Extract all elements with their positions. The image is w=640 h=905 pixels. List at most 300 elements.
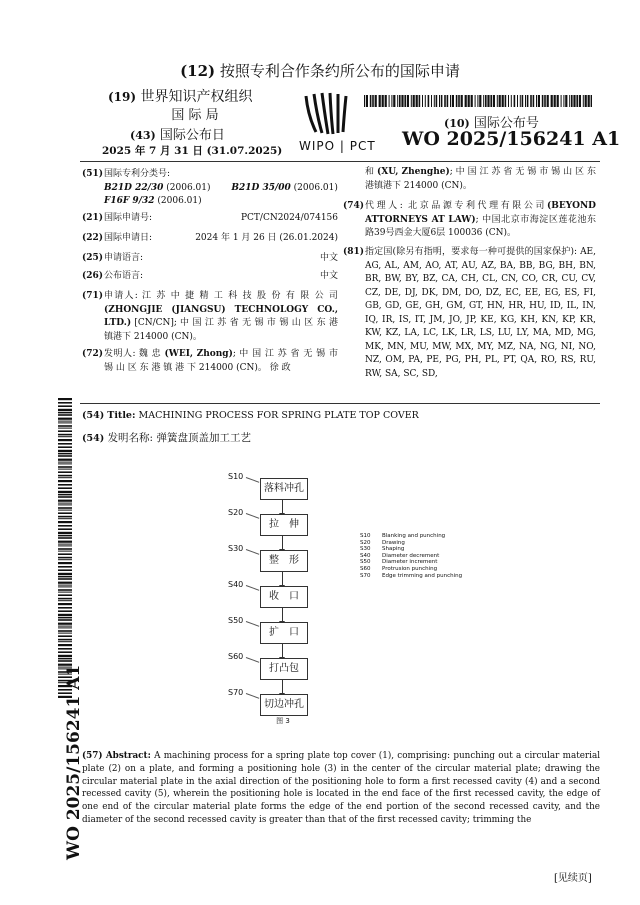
side-barcode-bar xyxy=(58,414,72,416)
step-id-s20: S20 xyxy=(228,508,244,517)
step-leader-line xyxy=(246,585,259,591)
barcode-bar xyxy=(407,95,409,107)
field-21-value: PCT/CN2024/074156 xyxy=(240,213,338,223)
ipc-3-version: (2006.01) xyxy=(154,196,202,206)
side-barcode-bar xyxy=(58,651,72,653)
field-51-code: (51) xyxy=(82,169,104,179)
legend-id: S60 xyxy=(360,565,371,572)
legend-id: S10 xyxy=(360,533,371,539)
field-26 xyxy=(82,270,338,284)
inventor2-address: ; 中 国 江 苏 省 无 锡 市 锡 山 区 东港镇港下 214000 (CN)。 xyxy=(365,167,596,191)
barcode-bar xyxy=(382,95,384,107)
field-81-label: 指定国(除另有指明，要求每一种可提供的国家保护): xyxy=(365,247,578,257)
side-barcode-bar xyxy=(58,528,72,530)
barcode-bar xyxy=(525,95,526,107)
side-barcode-bar xyxy=(58,405,72,407)
side-barcode-bar xyxy=(58,430,72,432)
barcode-bar xyxy=(397,95,398,107)
field-71 xyxy=(82,290,338,344)
barcode-bar xyxy=(579,95,581,107)
side-barcode-bar xyxy=(58,627,72,628)
barcode-bar xyxy=(477,95,478,107)
barcode-bar xyxy=(419,95,421,107)
title-divider xyxy=(80,403,600,404)
side-barcode-bar xyxy=(58,516,72,518)
barcode-bar xyxy=(458,95,460,107)
side-barcode-bar xyxy=(58,500,72,502)
field-22-label: 国际申请日: xyxy=(104,233,153,243)
barcode-bar xyxy=(385,95,387,107)
side-barcode-bar xyxy=(58,418,72,420)
wipo-globe-icon xyxy=(286,90,370,138)
applicant-name-en: (ZHONGJIE (JIANGSU) TECHNOLOGY CO., LTD.) xyxy=(104,304,338,328)
barcode-bar xyxy=(399,95,401,107)
barcode-bar xyxy=(471,95,473,107)
barcode-bar xyxy=(514,95,516,107)
field-72 xyxy=(82,348,338,375)
ipc-2-version: (2006.01) xyxy=(290,182,338,193)
barcode-bar xyxy=(544,95,546,107)
side-barcode-bar xyxy=(58,436,72,437)
barcode-bar xyxy=(411,95,412,107)
side-barcode-bar xyxy=(58,471,72,473)
barcode-bar xyxy=(508,95,509,107)
side-barcode-bar xyxy=(58,477,72,478)
legend-item-s50 xyxy=(360,559,462,566)
step-box-s20: 拉 伸 xyxy=(260,514,308,536)
side-barcode-bar xyxy=(58,494,72,496)
legend-id: S30 xyxy=(360,546,371,553)
field-21 xyxy=(82,212,338,226)
barcode-bar xyxy=(450,95,451,107)
pub-date-line xyxy=(130,124,225,143)
agent-name-en: (BEYOND ATTORNEYS AT LAW) xyxy=(365,201,596,225)
abstract xyxy=(82,750,600,827)
org-code: (19) xyxy=(108,90,137,104)
barcode-bar xyxy=(561,95,562,107)
field-22 xyxy=(82,232,338,246)
barcode-bar xyxy=(487,95,489,107)
side-barcode-bar xyxy=(58,421,72,422)
side-barcode-bar xyxy=(58,633,72,634)
barcode-bar xyxy=(465,95,467,107)
step-box-s10: 落料冲孔 xyxy=(260,478,308,500)
side-barcode-bar xyxy=(58,462,72,463)
abstract-code: (57) xyxy=(82,751,103,761)
barcode-bar xyxy=(585,95,587,107)
barcode-bar xyxy=(554,95,556,107)
barcode-bar xyxy=(536,95,537,107)
side-barcode-bar xyxy=(58,573,72,575)
legend-text: Diameter increment xyxy=(382,559,438,566)
inventor2-pre: 和 xyxy=(365,167,377,177)
flow-arrow xyxy=(282,644,283,658)
inventor-address: ; 中 国 江 苏 省 无 锡 市 锡 山 区 东 港 镇 港 下 214000 (CN)。 徐 政 xyxy=(104,349,339,373)
barcode-bar xyxy=(413,95,415,107)
ipc-1-code: B21D 22/30 xyxy=(104,182,164,193)
side-barcode-bar xyxy=(58,592,72,593)
barcode-bar xyxy=(565,95,567,107)
title-en-line xyxy=(82,410,419,421)
barcode-bar xyxy=(416,95,418,107)
step-box-s50: 扩 口 xyxy=(260,622,308,644)
side-barcode-bar xyxy=(58,576,72,578)
field-74-code: (74) xyxy=(343,201,365,211)
side-barcode-bar xyxy=(58,484,72,486)
side-barcode-bar xyxy=(58,503,72,504)
legend-text: Diameter decrement xyxy=(382,552,440,559)
inventor2-name-en: (XU, Zhenghe) xyxy=(376,167,450,177)
barcode-bar xyxy=(422,95,423,107)
side-barcode-bar xyxy=(58,518,72,519)
side-barcode-bar xyxy=(58,548,72,550)
barcode-bar xyxy=(493,95,495,107)
legend-text: Edge trimming and punching xyxy=(382,572,463,579)
pub-no-code: (10) xyxy=(444,117,470,130)
barcode-bar xyxy=(404,95,406,107)
designated-states: AE, AG, AL, AM, AO, AT, AU, AZ, BA, BB, BG, BH, BN, BR, BW, BY, BZ, CA, CH, CL, CN, CO, CR, CU, CV, CZ, DE, DJ, DK, DM, DO, DZ, EC, EE, EG, ES, FI, GB, GD, GE, GH, GM, GT, HN, HR, HU, ID, IL, IN, IQ, IR, IS, IT, JM, JO, JP, KE, KG, KH, KN, KP, KR, KW, KZ, LA, LC, LK, LR, LS, LU, LY, MA, MD, MG, MK, MN, MU, MW, MX, MY, MZ, NA, NG, NI, NO, NZ, OM, PA, PE, PG, PH, PL, PT, QA, RO, RS, RU, RW, SA, SC, SD, xyxy=(365,247,596,379)
side-barcode-bar xyxy=(58,623,72,625)
field-21-code: (21) xyxy=(82,213,104,223)
field-25-value: 中文 xyxy=(319,253,338,263)
barcode-bar xyxy=(468,95,470,107)
figure-legend xyxy=(360,533,462,579)
field-51-label: 国际专利分类号: xyxy=(104,169,171,179)
side-barcode-bar xyxy=(58,641,72,642)
side-barcode-bar xyxy=(58,639,72,641)
step-leader-line xyxy=(246,477,259,483)
pub-no: WO 2025/156241 A1 xyxy=(402,128,621,150)
barcode-bar xyxy=(391,95,392,107)
side-barcode-bar xyxy=(58,480,72,482)
title-cn-code: (54) xyxy=(82,433,105,444)
doc-type-heading xyxy=(150,60,490,81)
continued-note: [见续页] xyxy=(554,873,592,884)
ipc-2-code: B21D 35/00 xyxy=(231,182,291,193)
org-sub: 国 际 局 xyxy=(171,108,219,123)
step-id-s50: S50 xyxy=(228,616,244,625)
legend-id: S50 xyxy=(360,559,371,566)
field-25 xyxy=(82,252,338,266)
abstract-label: Abstract: xyxy=(105,751,151,761)
doc-type-code: (12) xyxy=(180,62,216,80)
side-barcode-bar xyxy=(58,525,72,527)
field-22-code: (22) xyxy=(82,233,104,243)
side-barcode-bar xyxy=(58,507,72,509)
barcode-bar xyxy=(538,95,540,107)
side-barcode-bar xyxy=(58,475,72,477)
barcode-bar xyxy=(527,95,529,107)
step-box-s40: 收 口 xyxy=(260,586,308,608)
step-box-s60: 打凸包 xyxy=(260,658,308,680)
barcode-bar xyxy=(428,95,430,107)
barcode-bar xyxy=(522,95,524,107)
barcode-bar xyxy=(533,95,535,107)
barcode-bar xyxy=(447,95,449,107)
step-box-s70: 切边冲孔 xyxy=(260,694,308,716)
barcode-bar xyxy=(366,95,368,107)
field-22-value: 2024 年 1 月 26 日 (26.01.2024) xyxy=(195,233,338,243)
flow-arrow xyxy=(282,680,283,694)
side-barcode xyxy=(58,398,72,698)
side-barcode-bar xyxy=(58,504,72,505)
barcode-bar xyxy=(452,95,454,107)
legend-item-s10 xyxy=(360,533,462,540)
side-barcode-bar xyxy=(58,630,72,632)
step-leader-line xyxy=(246,693,259,699)
side-barcode-bar xyxy=(58,409,72,411)
barcode-bar xyxy=(483,95,484,107)
side-barcode-bar xyxy=(58,610,72,612)
barcode-bar xyxy=(551,95,553,107)
barcode-bar xyxy=(479,95,481,107)
side-barcode-bar xyxy=(58,455,72,457)
barcode-bar xyxy=(456,95,458,107)
barcode-bar xyxy=(431,95,432,107)
step-leader-line xyxy=(246,621,259,627)
side-barcode-bar xyxy=(58,582,72,584)
field-71-label: 申请人: 江 苏 中 捷 精 工 科 技 股 份 有 限 公 司 xyxy=(104,291,338,301)
side-barcode-bar xyxy=(58,446,72,448)
pub-date: 2025 年 7 月 31 日 (31.07.2025) xyxy=(102,145,283,157)
title-cn: 弹簧盘顶盖加工工艺 xyxy=(156,432,251,444)
barcode-bar xyxy=(364,95,365,107)
side-barcode-bar xyxy=(58,459,72,461)
barcode-bar xyxy=(490,95,492,107)
barcode-bar xyxy=(505,95,507,107)
barcode-bar xyxy=(542,95,544,107)
ipc-1-version: (2006.01) xyxy=(163,182,211,193)
side-barcode-bar xyxy=(58,412,72,414)
field-72-code: (72) xyxy=(82,349,104,359)
applicant-address: [CN/CN]; 中 国 江 苏 省 无 锡 市 锡 山 区 东 港 镇港下 214000 (CN)。 xyxy=(104,318,338,342)
legend-text: Shaping xyxy=(382,546,405,553)
doc-type: 按照专利合作条约所公布的国际申请 xyxy=(219,62,460,80)
field-26-value: 中文 xyxy=(319,271,338,281)
pub-date-code: (43) xyxy=(130,129,156,142)
side-barcode-bar xyxy=(58,559,72,560)
side-barcode-bar xyxy=(58,589,72,591)
side-barcode-bar xyxy=(58,469,72,470)
step-id-s70: S70 xyxy=(228,688,244,697)
side-barcode-graphic xyxy=(58,398,72,698)
step-id-s10: S10 xyxy=(228,472,244,481)
barcode-bar xyxy=(502,95,504,107)
barcode xyxy=(364,92,592,104)
barcode-bar xyxy=(499,95,501,107)
side-barcode-bar xyxy=(58,551,72,552)
step-leader-line xyxy=(246,657,259,663)
side-barcode-bar xyxy=(58,600,72,601)
side-barcode-bar xyxy=(58,541,72,543)
barcode-bar xyxy=(573,95,575,107)
field-72-label: 发明人: 魏 忠 xyxy=(104,349,165,359)
barcode-bar xyxy=(591,95,592,107)
side-barcode-bar xyxy=(58,658,72,660)
field-21-label: 国际申请号: xyxy=(104,213,153,223)
step-box-s30: 整 形 xyxy=(260,550,308,572)
side-barcode-bar xyxy=(58,537,72,539)
side-pub-no: WO 2025/156241 A1 xyxy=(64,664,84,860)
barcode-bar xyxy=(485,95,487,107)
step-id-s30: S30 xyxy=(228,544,244,553)
side-barcode-bar xyxy=(58,491,72,493)
legend-item-s60 xyxy=(360,566,462,573)
barcode-bar xyxy=(569,95,570,107)
side-barcode-bar xyxy=(58,512,72,514)
side-barcode-bar xyxy=(58,594,72,596)
side-barcode-bar xyxy=(58,648,72,650)
flow-arrow xyxy=(282,536,283,550)
side-barcode-bar xyxy=(58,487,72,489)
legend-id: S20 xyxy=(360,539,371,546)
field-25-label: 申请语言: xyxy=(104,253,144,263)
barcode-bar xyxy=(497,95,498,107)
barcode-bar xyxy=(441,95,443,107)
side-barcode-bar xyxy=(58,428,72,429)
side-barcode-bar xyxy=(58,510,72,511)
step-id-s40: S40 xyxy=(228,580,244,589)
barcode-bar xyxy=(444,95,446,107)
side-barcode-bar xyxy=(58,439,72,441)
barcode-graphic xyxy=(364,95,592,107)
side-barcode-bar xyxy=(58,450,72,452)
side-barcode-bar xyxy=(58,607,72,609)
abstract-text: A machining process for a spring plate top cover (1), comprising: punching out a circular material plate (2) on a plate, and forming a positioning hole (3) in the center of the circular material plate; drawing the circular material plate in the axial direction of the positioning hole to form a first recessed cavity (4) and a second recessed cavity (5), wherein the positioning hole is located in the end face of the first recessed cavity, the edge of one end of the circular material plate forms the edge of the end portion of the second recessed cavity, and the diameter of the second recessed cavity is greater than that of the first recessed cavity; trimming the xyxy=(82,751,601,825)
barcode-bar xyxy=(547,95,549,107)
field-81 xyxy=(343,246,596,381)
side-barcode-bar xyxy=(58,521,72,523)
wipo-logo-text: WIPO | PCT xyxy=(299,139,376,153)
step-leader-line xyxy=(246,549,259,555)
side-barcode-bar xyxy=(58,425,72,427)
pub-no-label: 国际公布号 xyxy=(473,116,539,131)
barcode-bar xyxy=(389,95,390,107)
flow-arrow xyxy=(282,572,283,586)
org-name: 世界知识产权组织 xyxy=(140,89,253,105)
title-en-label: Title: xyxy=(107,410,136,421)
barcode-bar xyxy=(475,95,476,107)
side-barcode-bar xyxy=(58,635,72,637)
side-barcode-bar xyxy=(58,660,72,662)
legend-item-s30 xyxy=(360,546,462,553)
side-barcode-bar xyxy=(58,535,72,537)
barcode-bar xyxy=(530,95,532,107)
side-barcode-bar xyxy=(58,553,72,555)
barcode-bar xyxy=(401,95,403,107)
side-barcode-bar xyxy=(58,466,72,468)
step-id-s60: S60 xyxy=(228,652,244,661)
side-barcode-bar xyxy=(58,603,72,605)
barcode-bar xyxy=(436,95,438,107)
field-81-code: (81) xyxy=(343,247,365,257)
side-barcode-bar xyxy=(58,434,72,436)
field-26-label: 公布语言: xyxy=(104,271,144,281)
barcode-bar xyxy=(379,95,381,107)
header-divider xyxy=(80,161,600,162)
barcode-bar xyxy=(439,95,440,107)
legend-item-s40 xyxy=(360,553,462,560)
side-barcode-bar xyxy=(58,453,72,455)
ipc-3-code: F16F 9/32 xyxy=(104,196,155,206)
side-barcode-bar xyxy=(58,532,72,534)
barcode-bar xyxy=(375,95,377,107)
legend-text: Protrusion punching xyxy=(382,565,438,572)
barcode-bar xyxy=(557,95,559,107)
field-72-continued xyxy=(343,166,596,193)
title-cn-label: 发明名称: xyxy=(107,432,154,444)
side-barcode-bar xyxy=(58,614,72,616)
barcode-bar xyxy=(563,95,564,107)
field-51 xyxy=(82,168,338,209)
side-barcode-bar xyxy=(58,569,72,571)
flow-arrow xyxy=(282,608,283,622)
field-74-label: 代理人: 北京品源专利代理有限公司 xyxy=(365,201,547,211)
side-barcode-bar xyxy=(58,619,72,621)
barcode-bar xyxy=(372,95,374,107)
barcode-bar xyxy=(511,95,512,107)
barcode-bar xyxy=(571,95,573,107)
side-barcode-bar xyxy=(58,545,72,546)
side-barcode-bar xyxy=(58,557,72,559)
title-cn-line xyxy=(82,430,251,445)
barcode-bar xyxy=(434,95,435,107)
barcode-bar xyxy=(425,95,426,107)
title-en: MACHINING PROCESS FOR SPRING PLATE TOP COVER xyxy=(138,410,419,421)
legend-text: Blanking and punching xyxy=(382,533,446,539)
side-barcode-bar xyxy=(58,398,72,400)
side-barcode-bar xyxy=(58,443,72,445)
side-barcode-bar xyxy=(58,598,72,600)
side-barcode-bar xyxy=(58,585,72,586)
side-barcode-bar xyxy=(58,655,72,657)
field-25-code: (25) xyxy=(82,253,104,263)
side-barcode-bar xyxy=(58,402,72,404)
side-barcode-bar xyxy=(58,496,72,498)
legend-text: Drawing xyxy=(382,539,405,546)
barcode-bar xyxy=(583,95,584,107)
field-71-code: (71) xyxy=(82,291,104,301)
side-barcode-bar xyxy=(58,544,72,545)
legend-item-s20 xyxy=(360,540,462,547)
legend-id: S70 xyxy=(360,572,371,579)
barcode-bar xyxy=(520,95,521,107)
barcode-bar xyxy=(517,95,518,107)
side-barcode-bar xyxy=(58,617,72,619)
pub-date-label: 国际公布日 xyxy=(159,128,225,143)
side-barcode-bar xyxy=(58,463,72,464)
barcode-bar xyxy=(461,95,463,107)
side-barcode-bar xyxy=(58,422,72,423)
side-barcode-bar xyxy=(58,644,72,646)
title-en-code: (54) xyxy=(82,410,105,421)
wipo-logo xyxy=(286,90,370,138)
side-barcode-bar xyxy=(58,566,72,568)
field-26-code: (26) xyxy=(82,271,104,281)
side-barcode-bar xyxy=(58,586,72,587)
field-74 xyxy=(343,200,596,241)
side-barcode-bar xyxy=(58,578,72,580)
legend-id: S40 xyxy=(360,552,371,559)
step-leader-line xyxy=(246,513,259,519)
legend-item-s70 xyxy=(360,573,462,580)
org-name-line xyxy=(108,86,253,106)
side-barcode-bar xyxy=(58,562,72,564)
agent-address: ; 中国北京市海淀区莲花池东路39号西金大厦6层 100036 (CN)。 xyxy=(365,214,596,238)
barcode-bar xyxy=(576,95,578,107)
inventor-name-en: (WEI, Zhong) xyxy=(164,349,233,359)
side-barcode-bar xyxy=(58,626,72,627)
